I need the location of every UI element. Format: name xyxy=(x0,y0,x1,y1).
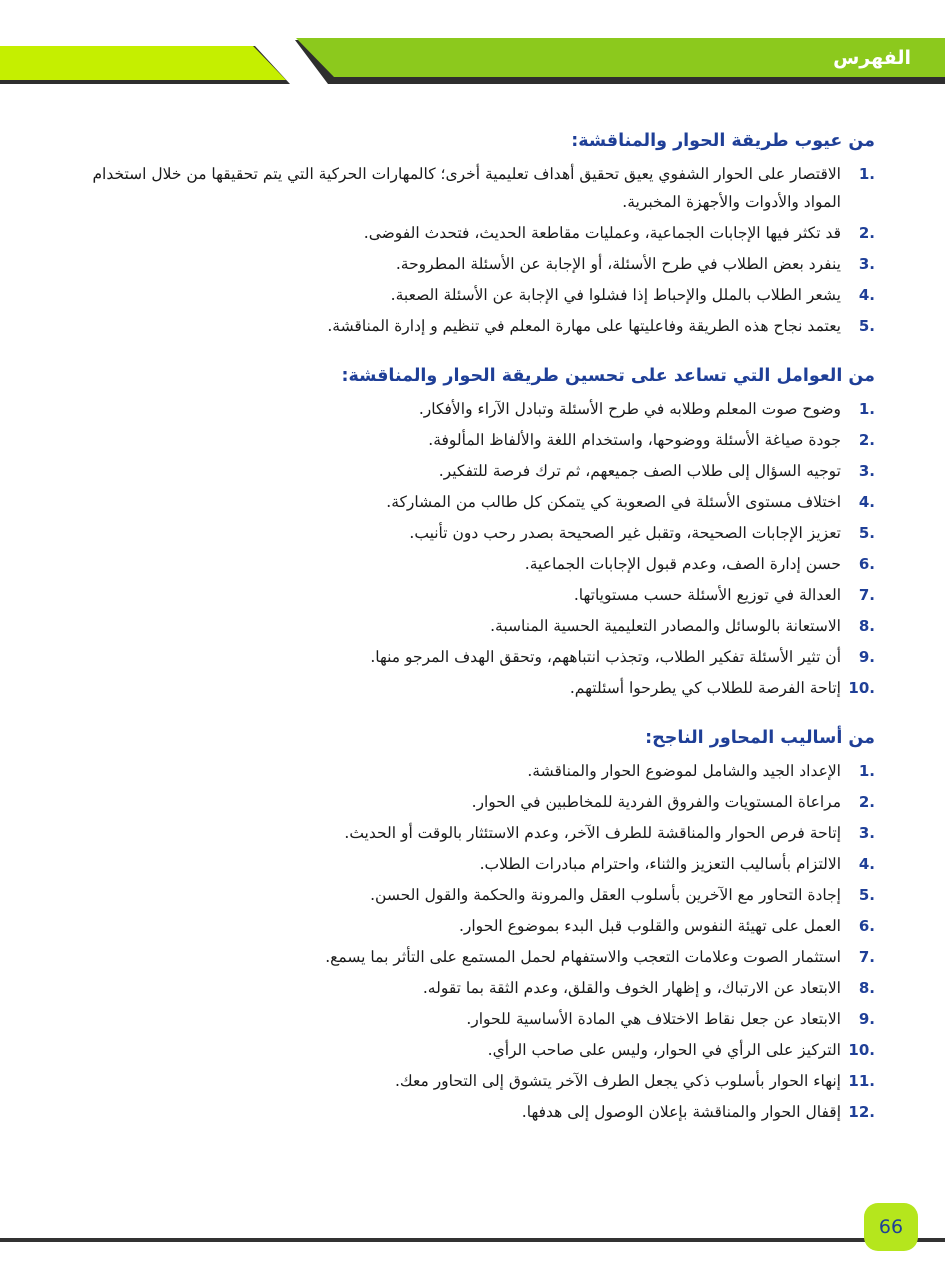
list-item xyxy=(75,850,875,878)
item-number: 6. xyxy=(858,917,875,935)
item-number: 12. xyxy=(848,1103,875,1121)
list-item xyxy=(75,160,875,216)
item-text: الابتعاد عن الارتباك، و إظهار الخوف والقلق، وعدم الثقة بما تقوله. xyxy=(422,979,841,997)
list-item xyxy=(75,312,875,340)
item-number: 3. xyxy=(858,255,875,273)
item-number: 2. xyxy=(858,431,875,449)
item-text: اختلاف مستوى الأسئلة في الصعوبة كي يتمكن كل طالب من المشاركة. xyxy=(386,493,841,511)
item-text: يشعر الطلاب بالملل والإحباط إذا فشلوا في الإجابة عن الأسئلة الصعبة. xyxy=(390,286,841,304)
item-number: 5. xyxy=(858,317,875,335)
list-item xyxy=(75,395,875,423)
item-number: 9. xyxy=(858,1010,875,1028)
item-text: إقفال الحوار والمناقشة بإعلان الوصول إلى هدفها. xyxy=(521,1103,841,1121)
list-item xyxy=(75,912,875,940)
page-content xyxy=(75,126,875,1147)
item-number: 5. xyxy=(858,524,875,542)
item-number: 4. xyxy=(858,855,875,873)
item-text: العدالة في توزيع الأسئلة حسب مستوياتها. xyxy=(573,586,841,604)
item-number: 8. xyxy=(858,979,875,997)
numbered-list xyxy=(75,395,875,702)
item-text: قد تكثر فيها الإجابات الجماعية، وعمليات مقاطعة الحديث، فتحدث الفوضى. xyxy=(363,224,841,242)
item-number: 7. xyxy=(858,948,875,966)
section-improvement-factors xyxy=(75,361,875,702)
numbered-list xyxy=(75,160,875,340)
list-item xyxy=(75,1036,875,1064)
item-text: يعتمد نجاح هذه الطريقة وفاعليتها على مهارة المعلم في تنظيم و إدارة المناقشة. xyxy=(327,317,841,335)
item-number: 2. xyxy=(858,224,875,242)
item-number: 9. xyxy=(858,648,875,666)
item-text: حسن إدارة الصف، وعدم قبول الإجابات الجماعية. xyxy=(524,555,841,573)
list-item xyxy=(75,974,875,1002)
list-item xyxy=(75,1005,875,1033)
list-item xyxy=(75,426,875,454)
item-number: 3. xyxy=(858,824,875,842)
list-item xyxy=(75,819,875,847)
item-number: 5. xyxy=(858,886,875,904)
list-item xyxy=(75,457,875,485)
item-number: 4. xyxy=(858,493,875,511)
item-number: 1. xyxy=(858,400,875,418)
list-item xyxy=(75,488,875,516)
item-text: استثمار الصوت وعلامات التعجب والاستفهام لحمل المستمع على التأثر بما يسمع. xyxy=(325,948,841,966)
list-item xyxy=(75,519,875,547)
item-text: الاستعانة بالوسائل والمصادر التعليمية الحسية المناسبة. xyxy=(490,617,841,635)
list-item xyxy=(75,643,875,671)
item-number: 6. xyxy=(858,555,875,573)
item-text: إتاحة الفرصة للطلاب كي يطرحوا أسئلتهم. xyxy=(569,679,841,697)
item-number: 4. xyxy=(858,286,875,304)
header-band-graphic xyxy=(0,0,945,95)
item-text: ينفرد بعض الطلاب في طرح الأسئلة، أو الإجابة عن الأسئلة المطروحة. xyxy=(395,255,841,273)
item-number: 10. xyxy=(848,1041,875,1059)
item-number: 8. xyxy=(858,617,875,635)
item-text: تعزيز الإجابات الصحيحة، وتقبل غير الصحيحة بصدر رحب دون تأنيب. xyxy=(409,524,841,542)
page-number-badge xyxy=(864,1203,918,1251)
page-number: 66 xyxy=(878,1216,904,1238)
list-item xyxy=(75,674,875,702)
item-text: الاقتصار على الحوار الشفوي يعيق تحقيق أهداف تعليمية أخرى؛ كالمهارات الحركية التي يتم تحقيقها من خلال استخدام المواد والأدوات والأجهزة المخبرية. xyxy=(92,165,841,211)
list-item xyxy=(75,219,875,247)
list-item xyxy=(75,881,875,909)
item-text: الإعداد الجيد والشامل لموضوع الحوار والمناقشة. xyxy=(527,762,841,780)
item-number: 1. xyxy=(858,762,875,780)
item-text: التركيز على الرأي في الحوار، وليس على صاحب الرأي. xyxy=(487,1041,841,1059)
section-disadvantages xyxy=(75,126,875,340)
list-item xyxy=(75,943,875,971)
list-item xyxy=(75,1098,875,1126)
list-item xyxy=(75,612,875,640)
list-item xyxy=(75,1067,875,1095)
item-number: 2. xyxy=(858,793,875,811)
item-text: الابتعاد عن جعل نقاط الاختلاف هي المادة الأساسية للحوار. xyxy=(466,1010,841,1028)
item-number: 10. xyxy=(848,679,875,697)
item-text: أن تثير الأسئلة تفكير الطلاب، وتجذب انتباههم، وتحقق الهدف المرجو منها. xyxy=(370,648,841,666)
item-text: إنهاء الحوار بأسلوب ذكي يجعل الطرف الآخر يتشوق إلى التحاور معك. xyxy=(395,1072,841,1090)
item-text: الالتزام بأساليب التعزيز والثناء، واحترام مبادرات الطلاب. xyxy=(479,855,841,873)
item-number: 1. xyxy=(858,165,875,183)
section-successful-debater xyxy=(75,723,875,1126)
item-text: توجيه السؤال إلى طلاب الصف جميعهم، ثم ترك فرصة للتفكير. xyxy=(438,462,841,480)
item-number: 11. xyxy=(848,1072,875,1090)
footer-rule xyxy=(0,1238,945,1242)
header-banner xyxy=(0,0,945,95)
list-item xyxy=(75,757,875,785)
item-text: وضوح صوت المعلم وطلابه في طرح الأسئلة وتبادل الآراء والأفكار. xyxy=(418,400,841,418)
list-item xyxy=(75,581,875,609)
list-item xyxy=(75,788,875,816)
item-text: إجادة التحاور مع الآخرين بأسلوب العقل والمرونة والحكمة والقول الحسن. xyxy=(370,886,841,904)
item-number: 3. xyxy=(858,462,875,480)
item-text: العمل على تهيئة النفوس والقلوب قبل البدء بموضوع الحوار. xyxy=(458,917,841,935)
numbered-list xyxy=(75,757,875,1126)
section-title: من أساليب المحاور الناجح: xyxy=(645,728,875,748)
section-title: من العوامل التي تساعد على تحسين طريقة الحوار والمناقشة: xyxy=(341,366,875,386)
item-number: 7. xyxy=(858,586,875,604)
item-text: إتاحة فرص الحوار والمناقشة للطرف الآخر، وعدم الاستئثار بالوقت أو الحديث. xyxy=(344,824,841,842)
item-text: جودة صياغة الأسئلة ووضوحها، واستخدام اللغة والألفاظ المألوفة. xyxy=(428,431,841,449)
section-title: من عيوب طريقة الحوار والمناقشة: xyxy=(571,131,875,151)
list-item xyxy=(75,550,875,578)
header-title: الفهرس xyxy=(833,47,911,69)
item-text: مراعاة المستويات والفروق الفردية للمخاطبين في الحوار. xyxy=(471,793,841,811)
list-item xyxy=(75,250,875,278)
list-item xyxy=(75,281,875,309)
